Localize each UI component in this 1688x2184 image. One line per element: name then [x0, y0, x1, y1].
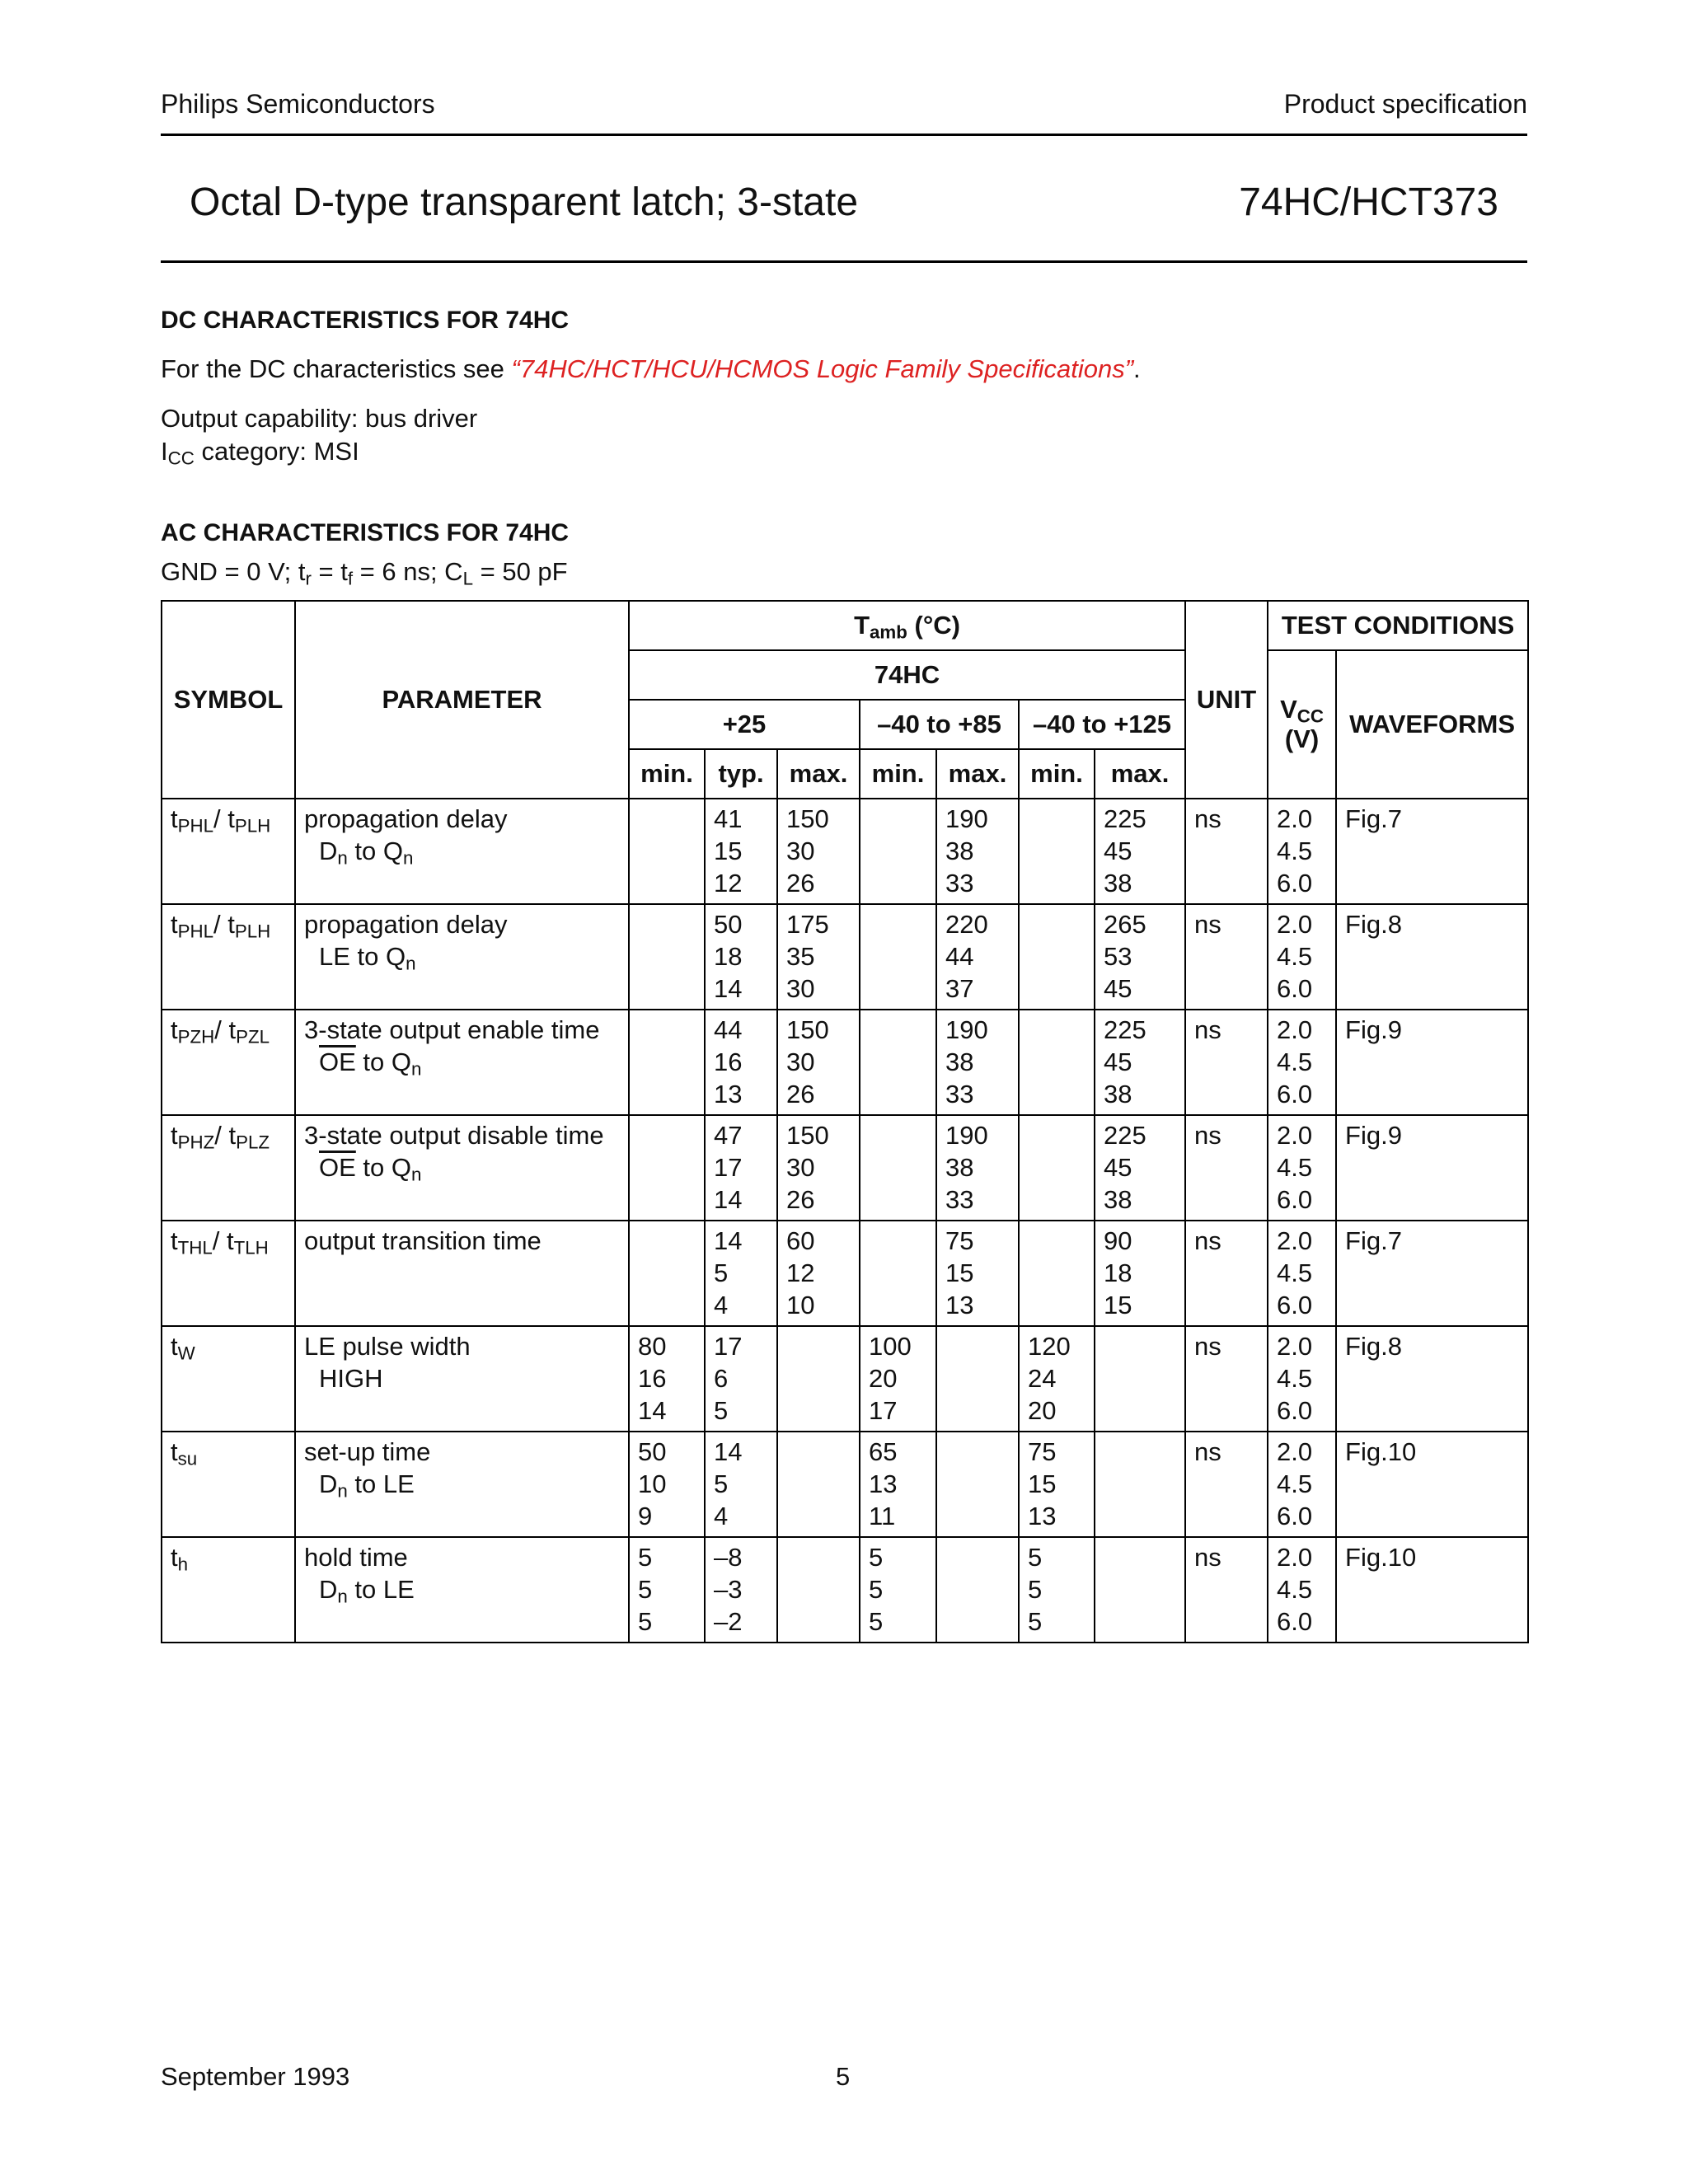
cell-max-25	[777, 1537, 860, 1643]
table-row	[162, 1432, 1528, 1537]
cell-min-85: 5 5 5	[860, 1537, 936, 1643]
header-rule	[161, 134, 1527, 136]
cell-vcc: 2.0 4.5 6.0	[1268, 1432, 1336, 1537]
cell-max-25	[777, 1432, 860, 1537]
cell-vcc: 2.0 4.5 6.0	[1268, 1537, 1336, 1643]
cell-min-85	[860, 1010, 936, 1115]
part-number: 74HC/HCT373	[1239, 180, 1498, 224]
col-header-family: 74HC	[629, 650, 1185, 700]
cell-symbol: $t_{PZH}/$ $t_{PZL}$	[162, 1010, 295, 1115]
cell-min-85	[860, 1115, 936, 1221]
footer-page-number: 5	[836, 2062, 851, 2091]
cell-min-85: 65 13 11	[860, 1432, 936, 1537]
cell-min-125: 5 5 5	[1019, 1537, 1095, 1643]
vcc-symbol: V	[1280, 695, 1297, 724]
cell-min-125	[1019, 1115, 1095, 1221]
cell-symbol: $t_{PHL}/$ $t_{PLH}$	[162, 904, 295, 1010]
cell-symbol: $t_{PHL}/$ $t_{PLH}$	[162, 799, 295, 904]
document-type: Product specification	[1283, 89, 1527, 119]
cell-max-25: 60 12 10	[777, 1221, 860, 1326]
cell-unit: ns	[1185, 1537, 1268, 1643]
cell-symbol: $t_{THL}/$ $t_{TLH}$	[162, 1221, 295, 1326]
col-header-tamb	[629, 601, 1185, 650]
ac-table-body	[162, 799, 1528, 1643]
table-row	[162, 1010, 1528, 1115]
dc-see-suffix: .	[1133, 354, 1141, 383]
cell-unit: ns	[1185, 1221, 1268, 1326]
cell-vcc: 2.0 4.5 6.0	[1268, 1115, 1336, 1221]
cell-min-25: 80 16 14	[629, 1326, 705, 1432]
ac-conditions: GND = 0 V; $t_r = t_f = 6$ ns; $C_L = 50$ pF	[161, 557, 568, 589]
cell-unit: ns	[1185, 1432, 1268, 1537]
cell-parameter: propagation delay $D_n$ to $Q_n$	[295, 799, 629, 904]
table-row	[162, 1537, 1528, 1643]
cell-typ-25: 50 18 14	[705, 904, 777, 1010]
dc-heading: DC CHARACTERISTICS FOR 74HC	[161, 307, 570, 334]
cell-max-85	[936, 1537, 1019, 1643]
cell-typ-25: 14 5 4	[705, 1221, 777, 1326]
col-header-typ-25: typ.	[705, 749, 777, 799]
cell-vcc: 2.0 4.5 6.0	[1268, 799, 1336, 904]
cell-max-125: 90 18 15	[1095, 1221, 1185, 1326]
cell-vcc: 2.0 4.5 6.0	[1268, 1326, 1336, 1432]
page-title: Octal D-type transparent latch; 3-state	[190, 180, 859, 224]
ac-heading: AC CHARACTERISTICS FOR 74HC	[161, 519, 570, 546]
cell-max-125	[1095, 1432, 1185, 1537]
icc-category	[161, 435, 359, 468]
cell-waveform: Fig.8	[1336, 904, 1528, 1010]
cell-vcc: 2.0 4.5 6.0	[1268, 904, 1336, 1010]
icc-symbol: I	[161, 437, 168, 466]
col-header-vcc	[1268, 650, 1336, 799]
cell-vcc: 2.0 4.5 6.0	[1268, 1221, 1336, 1326]
cell-parameter: 3-state output enable time $\overline{OE}$ to $Q_n$	[295, 1010, 629, 1115]
icc-subscript: CC	[167, 448, 195, 469]
table-row	[162, 904, 1528, 1010]
cell-parameter: propagation delay LE to $Q_n$	[295, 904, 629, 1010]
cell-max-85: 75 15 13	[936, 1221, 1019, 1326]
cell-max-125	[1095, 1326, 1185, 1432]
col-header-symbol: SYMBOL	[162, 601, 295, 799]
cell-min-25	[629, 799, 705, 904]
cell-typ-25: 17 6 5	[705, 1326, 777, 1432]
company-name: Philips Semiconductors	[161, 89, 435, 119]
cell-max-25: 150 30 26	[777, 1115, 860, 1221]
cell-max-125: 225 45 38	[1095, 799, 1185, 904]
cell-min-25	[629, 1010, 705, 1115]
col-header-min-125: min.	[1019, 749, 1095, 799]
cell-min-85	[860, 799, 936, 904]
cell-parameter: set-up time $D_n$ to LE	[295, 1432, 629, 1537]
col-header-temp-125: –40 to +125	[1019, 700, 1185, 749]
table-row	[162, 1221, 1528, 1326]
cell-min-25	[629, 1115, 705, 1221]
cell-waveform: Fig.7	[1336, 1221, 1528, 1326]
cell-waveform: Fig.10	[1336, 1432, 1528, 1537]
cell-min-25	[629, 1221, 705, 1326]
cell-min-125	[1019, 799, 1095, 904]
cell-min-125	[1019, 1010, 1095, 1115]
cell-min-25: 50 10 9	[629, 1432, 705, 1537]
cell-symbol: $t_W$	[162, 1326, 295, 1432]
vcc-unit: (V)	[1284, 724, 1320, 753]
tamb-subscript: amb	[870, 621, 907, 643]
cell-min-125	[1019, 904, 1095, 1010]
cell-min-85	[860, 1221, 936, 1326]
tamb-unit: (°C)	[907, 611, 960, 640]
cell-parameter: LE pulse width HIGH	[295, 1326, 629, 1432]
cell-typ-25: 41 15 12	[705, 799, 777, 904]
col-header-min-25: min.	[629, 749, 705, 799]
cell-unit: ns	[1185, 1326, 1268, 1432]
cell-symbol: $t_h$	[162, 1537, 295, 1643]
output-capability: Output capability: bus driver	[161, 404, 478, 433]
col-header-parameter: PARAMETER	[295, 601, 629, 799]
col-header-waveforms: WAVEFORMS	[1336, 650, 1528, 799]
cell-max-125: 225 45 38	[1095, 1115, 1185, 1221]
dc-reference-line	[161, 353, 1141, 386]
cell-max-25: 150 30 26	[777, 1010, 860, 1115]
cell-min-85	[860, 904, 936, 1010]
col-header-temp-25: +25	[629, 700, 860, 749]
cell-parameter: hold time $D_n$ to LE	[295, 1537, 629, 1643]
cell-unit: ns	[1185, 904, 1268, 1010]
cell-min-125	[1019, 1221, 1095, 1326]
col-header-max-125: max.	[1095, 749, 1185, 799]
cell-waveform: Fig.9	[1336, 1115, 1528, 1221]
title-rule	[161, 260, 1527, 263]
cell-typ-25: 44 16 13	[705, 1010, 777, 1115]
col-header-test-conditions: TEST CONDITIONS	[1268, 601, 1528, 650]
cell-vcc: 2.0 4.5 6.0	[1268, 1010, 1336, 1115]
cell-min-125: 120 24 20	[1019, 1326, 1095, 1432]
cell-max-125: 225 45 38	[1095, 1010, 1185, 1115]
cell-max-85: 220 44 37	[936, 904, 1019, 1010]
cell-min-25	[629, 904, 705, 1010]
cell-typ-25: –8 –3 –2	[705, 1537, 777, 1643]
tamb-symbol: T	[854, 611, 870, 640]
cell-unit: ns	[1185, 799, 1268, 904]
table-row	[162, 1326, 1528, 1432]
cell-min-125: 75 15 13	[1019, 1432, 1095, 1537]
cell-waveform: Fig.8	[1336, 1326, 1528, 1432]
icc-category-text: category: MSI	[194, 437, 359, 466]
cell-waveform: Fig.7	[1336, 799, 1528, 904]
cell-typ-25: 14 5 4	[705, 1432, 777, 1537]
cell-unit: ns	[1185, 1010, 1268, 1115]
cell-unit: ns	[1185, 1115, 1268, 1221]
cell-symbol: $t_{su}$	[162, 1432, 295, 1537]
table-row	[162, 1115, 1528, 1221]
cell-max-125	[1095, 1537, 1185, 1643]
col-header-unit: UNIT	[1185, 601, 1268, 799]
logic-family-spec-link[interactable]: “74HC/HCT/HCU/HCMOS Logic Family Specifications”	[511, 354, 1134, 383]
footer-date: September 1993	[161, 2062, 350, 2091]
cell-max-25: 150 30 26	[777, 799, 860, 904]
table-row	[162, 799, 1528, 904]
col-header-max-25: max.	[777, 749, 860, 799]
cell-parameter: output transition time	[295, 1221, 629, 1326]
cell-max-85	[936, 1326, 1019, 1432]
vcc-subscript: CC	[1296, 705, 1324, 727]
cell-max-85: 190 38 33	[936, 1010, 1019, 1115]
col-header-temp-85: –40 to +85	[860, 700, 1019, 749]
col-header-max-85: max.	[936, 749, 1019, 799]
dc-see-prefix: For the DC characteristics see	[161, 354, 512, 383]
ac-characteristics-table	[161, 600, 1529, 1643]
cell-waveform: Fig.10	[1336, 1537, 1528, 1643]
cell-max-25: 175 35 30	[777, 904, 860, 1010]
cell-max-85: 190 38 33	[936, 1115, 1019, 1221]
cell-min-25: 5 5 5	[629, 1537, 705, 1643]
cell-waveform: Fig.9	[1336, 1010, 1528, 1115]
cell-max-85: 190 38 33	[936, 799, 1019, 904]
col-header-min-85: min.	[860, 749, 936, 799]
cell-symbol: $t_{PHZ}/$ $t_{PLZ}$	[162, 1115, 295, 1221]
cell-typ-25: 47 17 14	[705, 1115, 777, 1221]
cell-min-85: 100 20 17	[860, 1326, 936, 1432]
cell-max-85	[936, 1432, 1019, 1537]
cell-parameter: 3-state output disable time $\overline{OE}$ to $Q_n$	[295, 1115, 629, 1221]
cell-max-125: 265 53 45	[1095, 904, 1185, 1010]
cell-max-25	[777, 1326, 860, 1432]
